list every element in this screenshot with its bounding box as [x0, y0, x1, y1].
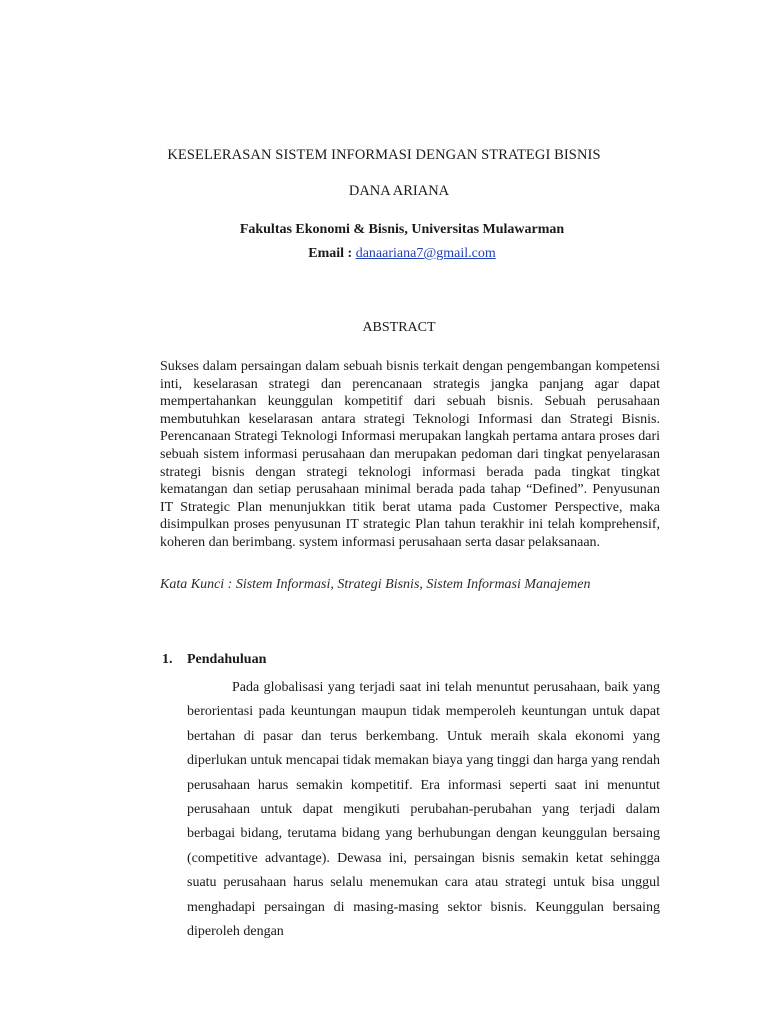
paper-title: KESELERASAN SISTEM INFORMASI DENGAN STRATEGI BISNIS [167, 147, 601, 163]
author-name: DANA ARIANA [348, 183, 450, 199]
author-affiliation: Fakultas Ekonomi & Bisnis, Universitas Mulawarman [239, 222, 565, 237]
section-title: Pendahuluan [187, 652, 267, 667]
keywords: Kata Kunci : Sistem Informasi, Strategi Bisnis, Sistem Informasi Manajemen [160, 577, 591, 592]
section-paragraph: Pada globalisasi yang terjadi saat ini telah menuntut perusahaan, baik yang berorientasi pada keuntungan maupun tidak memperoleh keuntungan untuk dapat bertahan di pasar dan terus berkembang. Untuk meraih skala ekonomi yang diperlukan untuk mencapai tidak memakan biaya yang tinggi dan harga yang rendah perusahaan harus semakin kompetitif. Era informasi seperti saat ini menuntut perusahaan untuk dapat mengikuti perubahan-perubahan yang terjadi dalam berbagai bidang, terutama bidang yang berhubungan dengan keunggulan bersaing (competitive advantage). Dewasa ini, persaingan bisnis semakin ketat sehingga suatu perusahaan harus selalu menemukan cara atau strategi untuk bisa unggul menghadapi persaingan di masing-masing sektor bisnis. Keunggulan bersaing diperoleh dengan [187, 680, 660, 940]
section-number: 1. [162, 652, 173, 667]
section-heading [162, 652, 266, 668]
author-email-line [0, 246, 768, 262]
abstract-text: Sukses dalam persaingan dalam sebuah bisnis terkait dengan pengembangan kompetensi inti, keselarasan strategi dan perencanaan strategis jangka panjang agar dapat mempertahankan keunggulan kompetitif dari sebuah bisnis. Sebuah perusahaan membutuhkan keselarasan antara strategi Teknologi Informasi dan Strategi Bisnis. Perencanaan Strategi Teknologi Informasi merupakan langkah pertama antara proses dari sebuah sistem informasi perusahaan dan merupakan pedoman dari tingkat penyelarasan strategi bisnis dengan strategi teknologi informasi berada pada tingkat tingkat kematangan dan setiap perusahaan minimal berada pada tahap “Defined”. Penyusunan IT Strategic Plan menunjukkan titik berat utama pada Customer Perspective, maka disimpulkan proses penyusunan IT strategic Plan tahun terakhir ini telah komprehensif, koheren dan berimbang. system informasi perusahaan serta dasar pelaksanaan. [160, 359, 660, 550]
abstract-heading: ABSTRACT [362, 320, 436, 335]
email-link[interactable]: danaariana7@gmail.com [355, 246, 496, 261]
email-label: Email : [308, 246, 356, 261]
